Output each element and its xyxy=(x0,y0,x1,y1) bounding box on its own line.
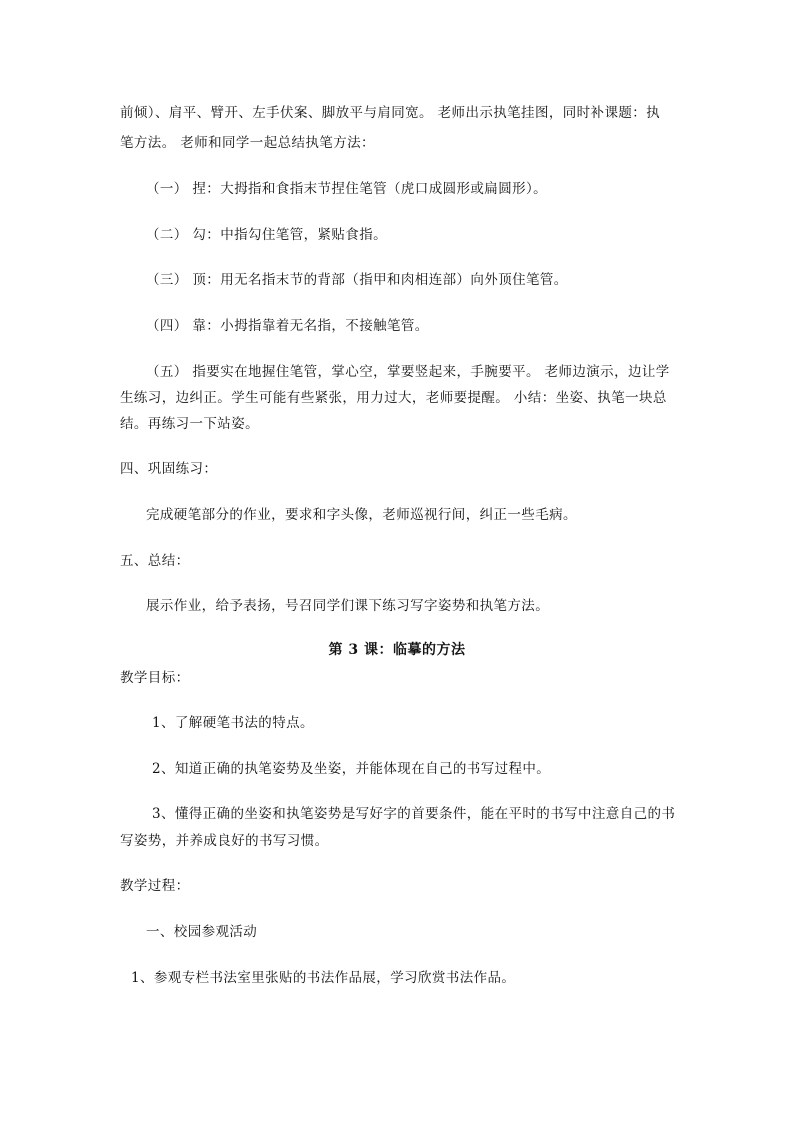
goal-item-3-line-1: 3、懂得正确的坐姿和执笔姿势是写好字的首要条件，能在平时的书写中注意自己的书 xyxy=(152,806,676,822)
method-item-5-line-1: （五） 指要实在地握住笔管，掌心空，掌要竖起来，手腕要平。 老师边演示，边让学 xyxy=(146,364,670,380)
section-five-text: 展示作业，给予表扬，号召同学们课下练习写字姿势和执笔方法。 xyxy=(146,598,550,614)
intro-line-1: 前倾）、肩平、臂开、左手伏案、脚放平与肩同宽。 老师出示执笔挂图，同时补课题：执 xyxy=(120,105,661,121)
process-heading: 教学过程： xyxy=(120,878,190,894)
method-item-5-line-2: 生练习，边纠正。学生可能有些紧张，用力过大，老师要提醒。 小结：坐姿、执笔一块总 xyxy=(120,390,667,406)
goals-heading: 教学目标： xyxy=(120,670,190,686)
section-four-text: 完成硬笔部分的作业，要求和字头像，老师巡视行间，纠正一些毛病。 xyxy=(146,507,577,523)
method-item-5-line-3: 结。再练习一下站姿。 xyxy=(120,416,259,432)
method-item-1: （一） 捏：大拇指和食指末节捏住笔管（虎口成圆形或扁圆形）。 xyxy=(146,181,548,197)
goal-item-2: 2、知道正确的执笔姿势及坐姿，并能体现在自己的书写过程中。 xyxy=(152,761,551,777)
lesson-title: 第 3 课：临摹的方法 xyxy=(328,642,466,658)
goal-item-1: 1、了解硬笔书法的特点。 xyxy=(152,715,314,731)
intro-line-2: 笔方法。 老师和同学一起总结执笔方法： xyxy=(120,135,375,151)
method-item-4: （四） 靠：小拇指靠着无名指，不接触笔管。 xyxy=(146,318,429,334)
goal-item-3-line-2: 写姿势，并养成良好的书写习惯。 xyxy=(120,833,329,849)
process-item-one: 1、参观专栏书法室里张贴的书法作品展，学习欣赏书法作品。 xyxy=(131,970,516,986)
method-item-3: （三） 顶：用无名指末节的背部（指甲和肉相连部）向外顶住笔管。 xyxy=(146,272,568,288)
section-four-heading: 四、巩固练习： xyxy=(120,461,218,477)
process-step-one: 一、校园参观活动 xyxy=(146,924,258,940)
section-five-heading: 五、总结： xyxy=(120,553,190,569)
method-item-2: （二） 勾：中指勾住笔管，紧贴食指。 xyxy=(146,227,387,243)
